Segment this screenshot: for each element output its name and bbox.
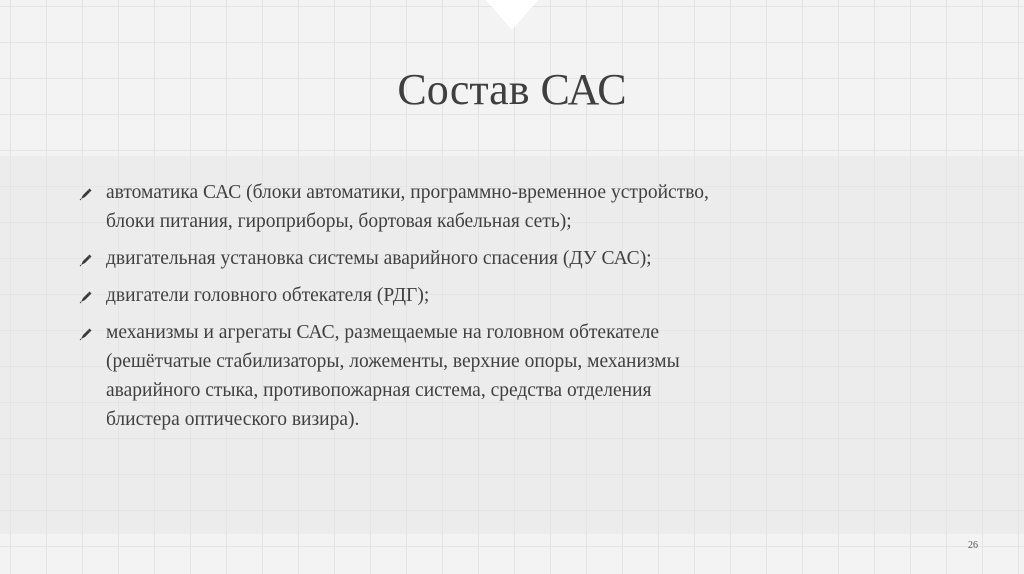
bullet-text: двигательная установка системы аварийного спасения (ДУ САС); bbox=[106, 248, 652, 269]
bullet-list bbox=[76, 178, 716, 442]
pen-nib-icon bbox=[79, 290, 93, 304]
slide-title: Состав САС bbox=[397, 65, 627, 114]
bullet-item bbox=[76, 244, 716, 273]
pen-nib-icon bbox=[79, 253, 93, 267]
bullet-item bbox=[76, 281, 716, 310]
pen-nib-icon bbox=[79, 187, 93, 201]
page-number: 26 bbox=[968, 540, 978, 551]
bullet-item bbox=[76, 318, 716, 434]
bullet-item bbox=[76, 178, 716, 236]
top-notch-decoration bbox=[486, 0, 538, 30]
bullet-text: двигатели головного обтекателя (РДГ); bbox=[106, 285, 430, 306]
bullet-text: механизмы и агрегаты САС, размещаемые на головном обтекателе (решётчатые стабилизаторы, ложементы, верхние опоры, механизмы аварийного стыка, противопожарная система, средства отделения блистера оптического визира). bbox=[106, 322, 680, 430]
pen-nib-icon bbox=[79, 327, 93, 341]
bullet-text: автоматика САС (блоки автоматики, программно-временное устройство, блоки питания, гироприборы, бортовая кабельная сеть); bbox=[106, 182, 709, 232]
